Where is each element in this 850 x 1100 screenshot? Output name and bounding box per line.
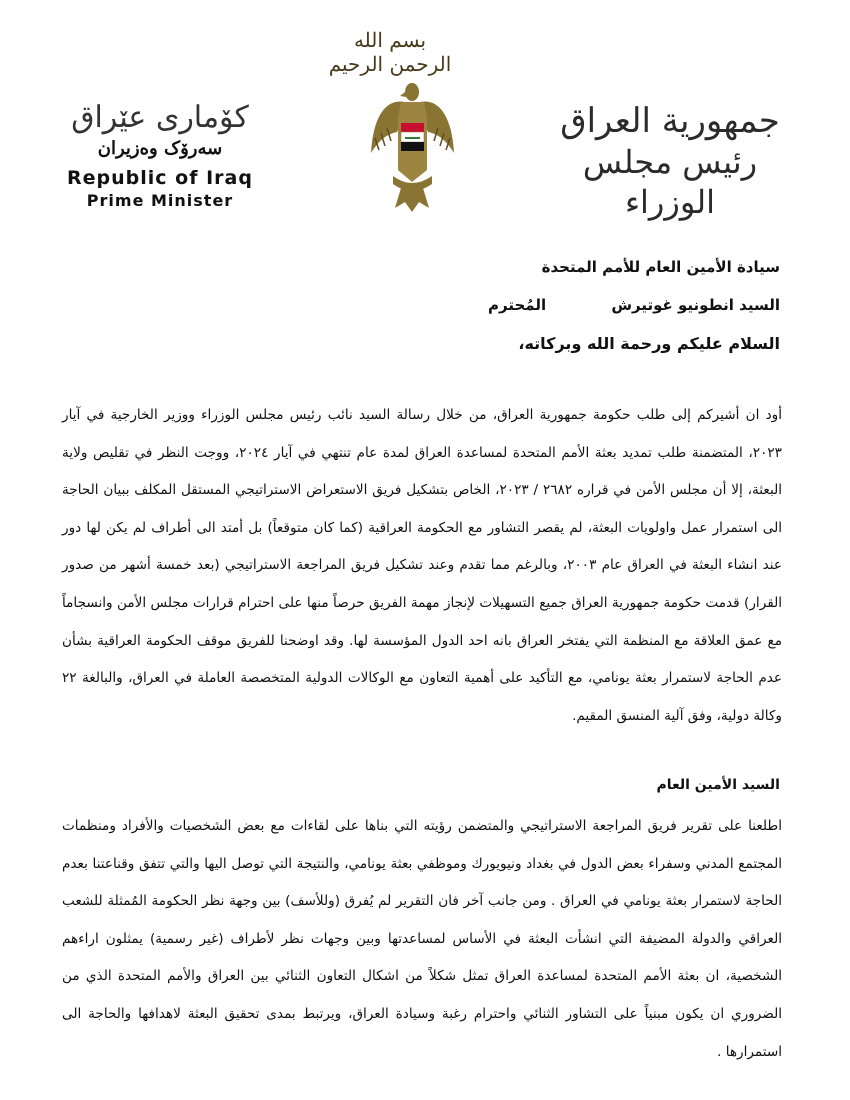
header-right-block [555,100,785,222]
english-prime-minister-title: Prime Minister [86,191,234,210]
section-heading: السيد الأمين العام [656,777,780,793]
basmala-calligraphy: بسم الله الرحمن الرحيم [328,28,452,76]
recipient-line [488,296,780,314]
eagle-emblem-icon [365,78,460,218]
body-paragraph-2: اطلعنا على تقرير فريق المراجعة الاستراتيجي والمتضمن رؤيته التي بناها على لقاءات مع بعض الشخصيات والأفراد ومنظمات المجتمع المدني وسفراء بعض الدول في بغداد ونيويورك وموظفي بعثة يونامي، والنتيجة التي توصل اليها والتي تتفق وقناعتنا بعدم الحاجة لاستمرار بعثة يونامي في العراق . ومن جانب آخر فان التقرير لم يُفرق (وللأسف) بين وجهة نظر الحكومة المُمثلة للشعب العراقي والدولة المضيفة التي انشأت البعثة في الأساس لمساعدتها وبين وجهات نظر لأطراف (غير رسمية) يمثلون اراءهم الشخصية، ان بعثة الأمم المتحدة لمساعدة العراق تمثل شكلاً من اشكال التعاون الثنائي بين العراق والأمم المتحدة الذي من الضروري ان يكون مبنياً على التشاور الثنائي واحترام رغبة وسيادة العراق، ويرتبط بمدى تحقيق البعثة لاهدافها والحاجة الى استمرارها . [62,818,782,1060]
arabic-republic-title: جمهورية العراق [560,101,780,141]
kurdish-republic-title: کۆماری عێراق [71,100,249,135]
recipient-name: السيد انطونيو غوتيرش [611,296,780,314]
recipient-title: سيادة الأمين العام للأمم المتحدة [541,258,780,276]
greeting: السلام عليكم ورحمة الله وبركاته، [518,334,780,353]
arabic-prime-minister-title: رئيس مجلس الوزراء [582,143,758,221]
header-left-block [60,100,260,212]
body-paragraph-1: أود ان أشيركم إلى طلب حكومة جمهورية العراق، من خلال رسالة السيد نائب رئيس مجلس الوزراء ووزير الخارجية في آيار ٢٠٢٣، المتضمنة طلب تمديد بعثة الأمم المتحدة لمساعدة العراق لمدة عام تنتهي في آيار ٢٠٢٤، ووجت النظر في تقليص ولاية البعثة، إلا أن مجلس الأمن في قراره ٢٦٨٢ / ٢٠٢٣، الخاص بتشكيل فريق الاستعراض الاستراتيجي المستقل المكلف ببيان الحاجة الى استمرار عمل واولويات البعثة، لم يقصر التشاور مع الحكومة العراقية (كما كان متوقعاً) بل أمتد الى أطراف لم يكن لها دور عند انشاء البعثة في العراق عام ٢٠٠٣، وبالرغم مما تقدم وعند تشكيل فريق المراجعة الاستراتيجي (بعد خمسة أشهر من صدور القرار) قدمت حكومة جمهورية العراق جميع التسهيلات لإنجاز مهمة الفريق حرصاً منها على احترام قرارات مجلس الأمن وانسجاماً مع عمق العلاقة مع المنظمة التي يفتخر العراق بانه احد الدول المؤسسة لها. وقد اوضحنا للفريق موقف الحكومة العراقية بشأن عدم الحاجة لاستمرار بعثة يونامي، مع التأكيد على أهمية التعاون مع الوكالات الدولية المتخصصة العاملة في العراق، والبالغة ٢٢ وكالة دولية، وفق آلية المنسق المقيم. [62,407,782,724]
kurdish-prime-minister-title: سەرۆک وەزیران [97,138,223,159]
english-republic-title: Republic of Iraq [67,167,253,189]
recipient-honorific: المُحترم [488,296,547,314]
